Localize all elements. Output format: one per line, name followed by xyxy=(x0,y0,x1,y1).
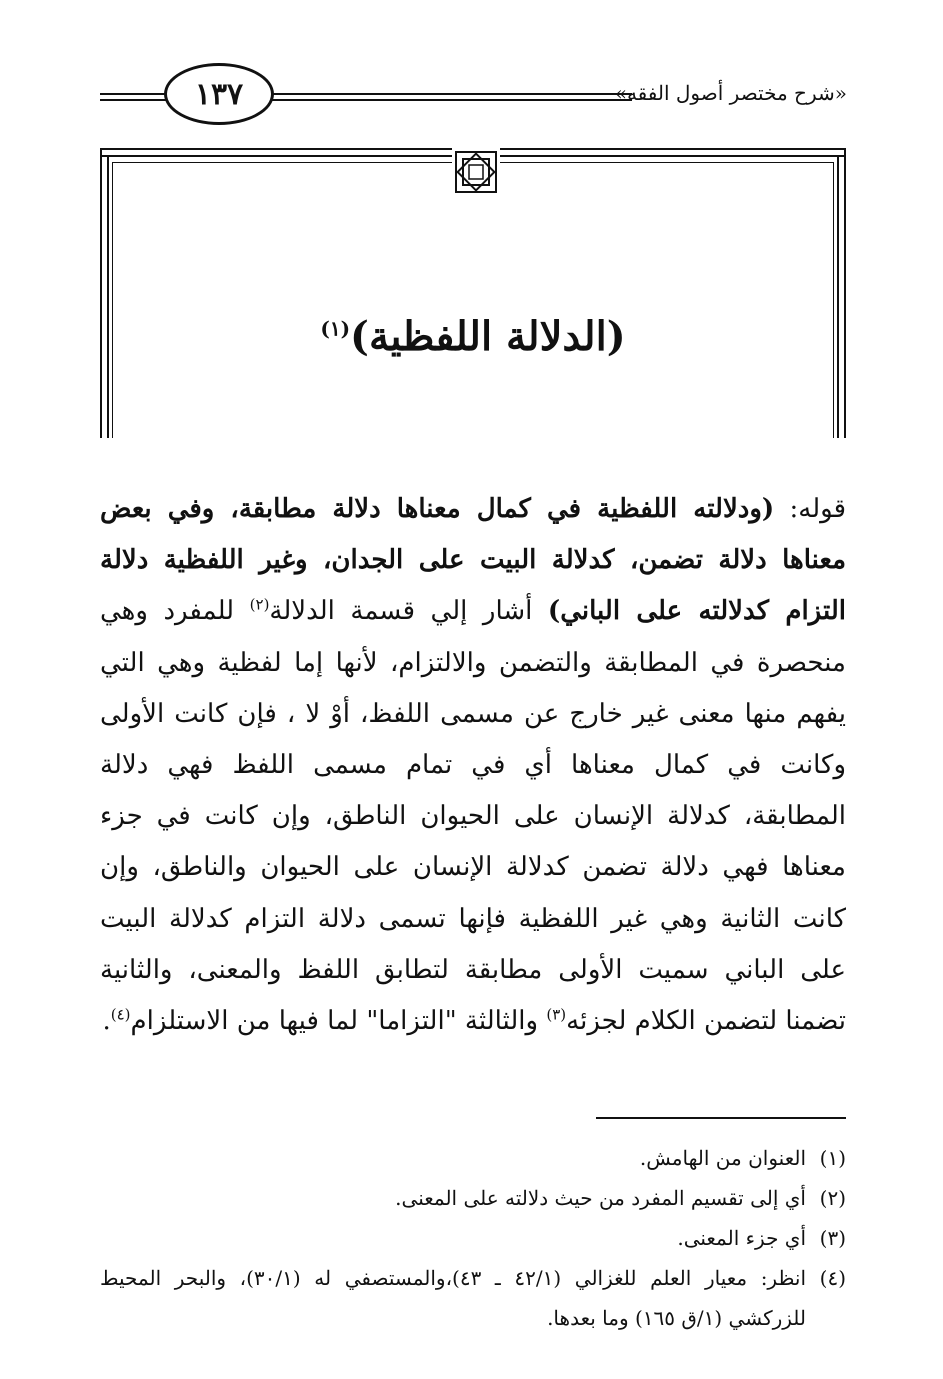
commentary-text: للمفرد وهي منحصرة في المطابقة والتضمن والالتزام، لأنها إما لفظية وهي التي يفهم منها معنى غير خارج عن مسمى اللفظ، أوْ لا ، فإن كانت الأولى وكانت في كمال معناها أي في تمام مسمى اللفظ فهي دلالة المطابقة، كدلالة الإنسان على الحيوان الناطق، وإن كانت في جزء معناها فهي دلالة تضمن كدلالة الإنسان على الحيوان والناطق، وإن كانت الثانية وهي غير اللفظية فإنها تسمى دلالة التزام كدلالة البيت على الباني سميت الأولى مطابقة لتطابق اللفظ والمعنى، والثانية تضمنا لتضمن الكلام لجزئه xyxy=(100,596,847,1037)
chapter-title xyxy=(100,313,846,360)
footnote-text: أي إلى تقسيم المفرد من حيث دلالته على المعنى. xyxy=(395,1186,806,1210)
footnote-number: (٢) xyxy=(819,1186,846,1210)
footnote-item xyxy=(100,1258,846,1338)
footnote-item xyxy=(100,1178,846,1218)
footnote-number: (٣) xyxy=(819,1226,846,1250)
chapter-frame xyxy=(100,148,846,438)
commentary-text: أشار إلي قسمة الدلالة xyxy=(269,596,548,627)
running-header xyxy=(0,55,943,135)
header-rule-right xyxy=(266,93,632,95)
footnote-text: انظر: معيار العلم للغزالي (٤٢/١ ـ ٤٣)،والمستصفي له (٣٠/١)، والبحر المحيط للزركشي (١/ق ١٦٥) وما بعدها. xyxy=(100,1266,806,1330)
octagram-ornament-icon xyxy=(454,150,498,194)
book-title: «شرح مختصر أصول الفقه» xyxy=(614,81,847,105)
intro-text: قوله: xyxy=(774,494,847,524)
footnote-separator xyxy=(596,1117,846,1119)
commentary-text: . xyxy=(102,1006,111,1037)
footnote-item xyxy=(100,1138,846,1178)
page-number: ١٣٧ xyxy=(164,63,274,125)
chapter-title-text: (الدلالة اللفظية) xyxy=(350,313,626,360)
header-rule-left xyxy=(100,99,166,101)
footnote-number: (٤) xyxy=(819,1266,846,1290)
quoted-matn: (ودلالته اللفظية في كمال معناها دلالة مطابقة، وفي بعض معناها دلالة تضمن، كدلالة البيت على الجدان، وغير اللفظية دلالة التزام كدلالته على الباني) xyxy=(100,494,847,627)
footnote-item xyxy=(100,1218,846,1258)
header-rule-left xyxy=(100,93,166,95)
footnotes xyxy=(100,1138,846,1338)
footnote-ref: (١) xyxy=(320,316,351,341)
footnote-number: (١) xyxy=(819,1146,846,1170)
body-paragraph xyxy=(100,484,846,1047)
footnote-ref: (٢) xyxy=(249,595,270,614)
footnote-ref: (٤) xyxy=(110,1005,131,1024)
footnote-ref: (٣) xyxy=(546,1005,567,1024)
footnote-text: العنوان من الهامش. xyxy=(639,1146,806,1170)
footnote-text: أي جزء المعنى. xyxy=(677,1226,806,1250)
commentary-text: والثالثة "التزاما" لما فيها من الاستلزام xyxy=(130,1006,547,1037)
header-rule-right xyxy=(266,99,632,101)
